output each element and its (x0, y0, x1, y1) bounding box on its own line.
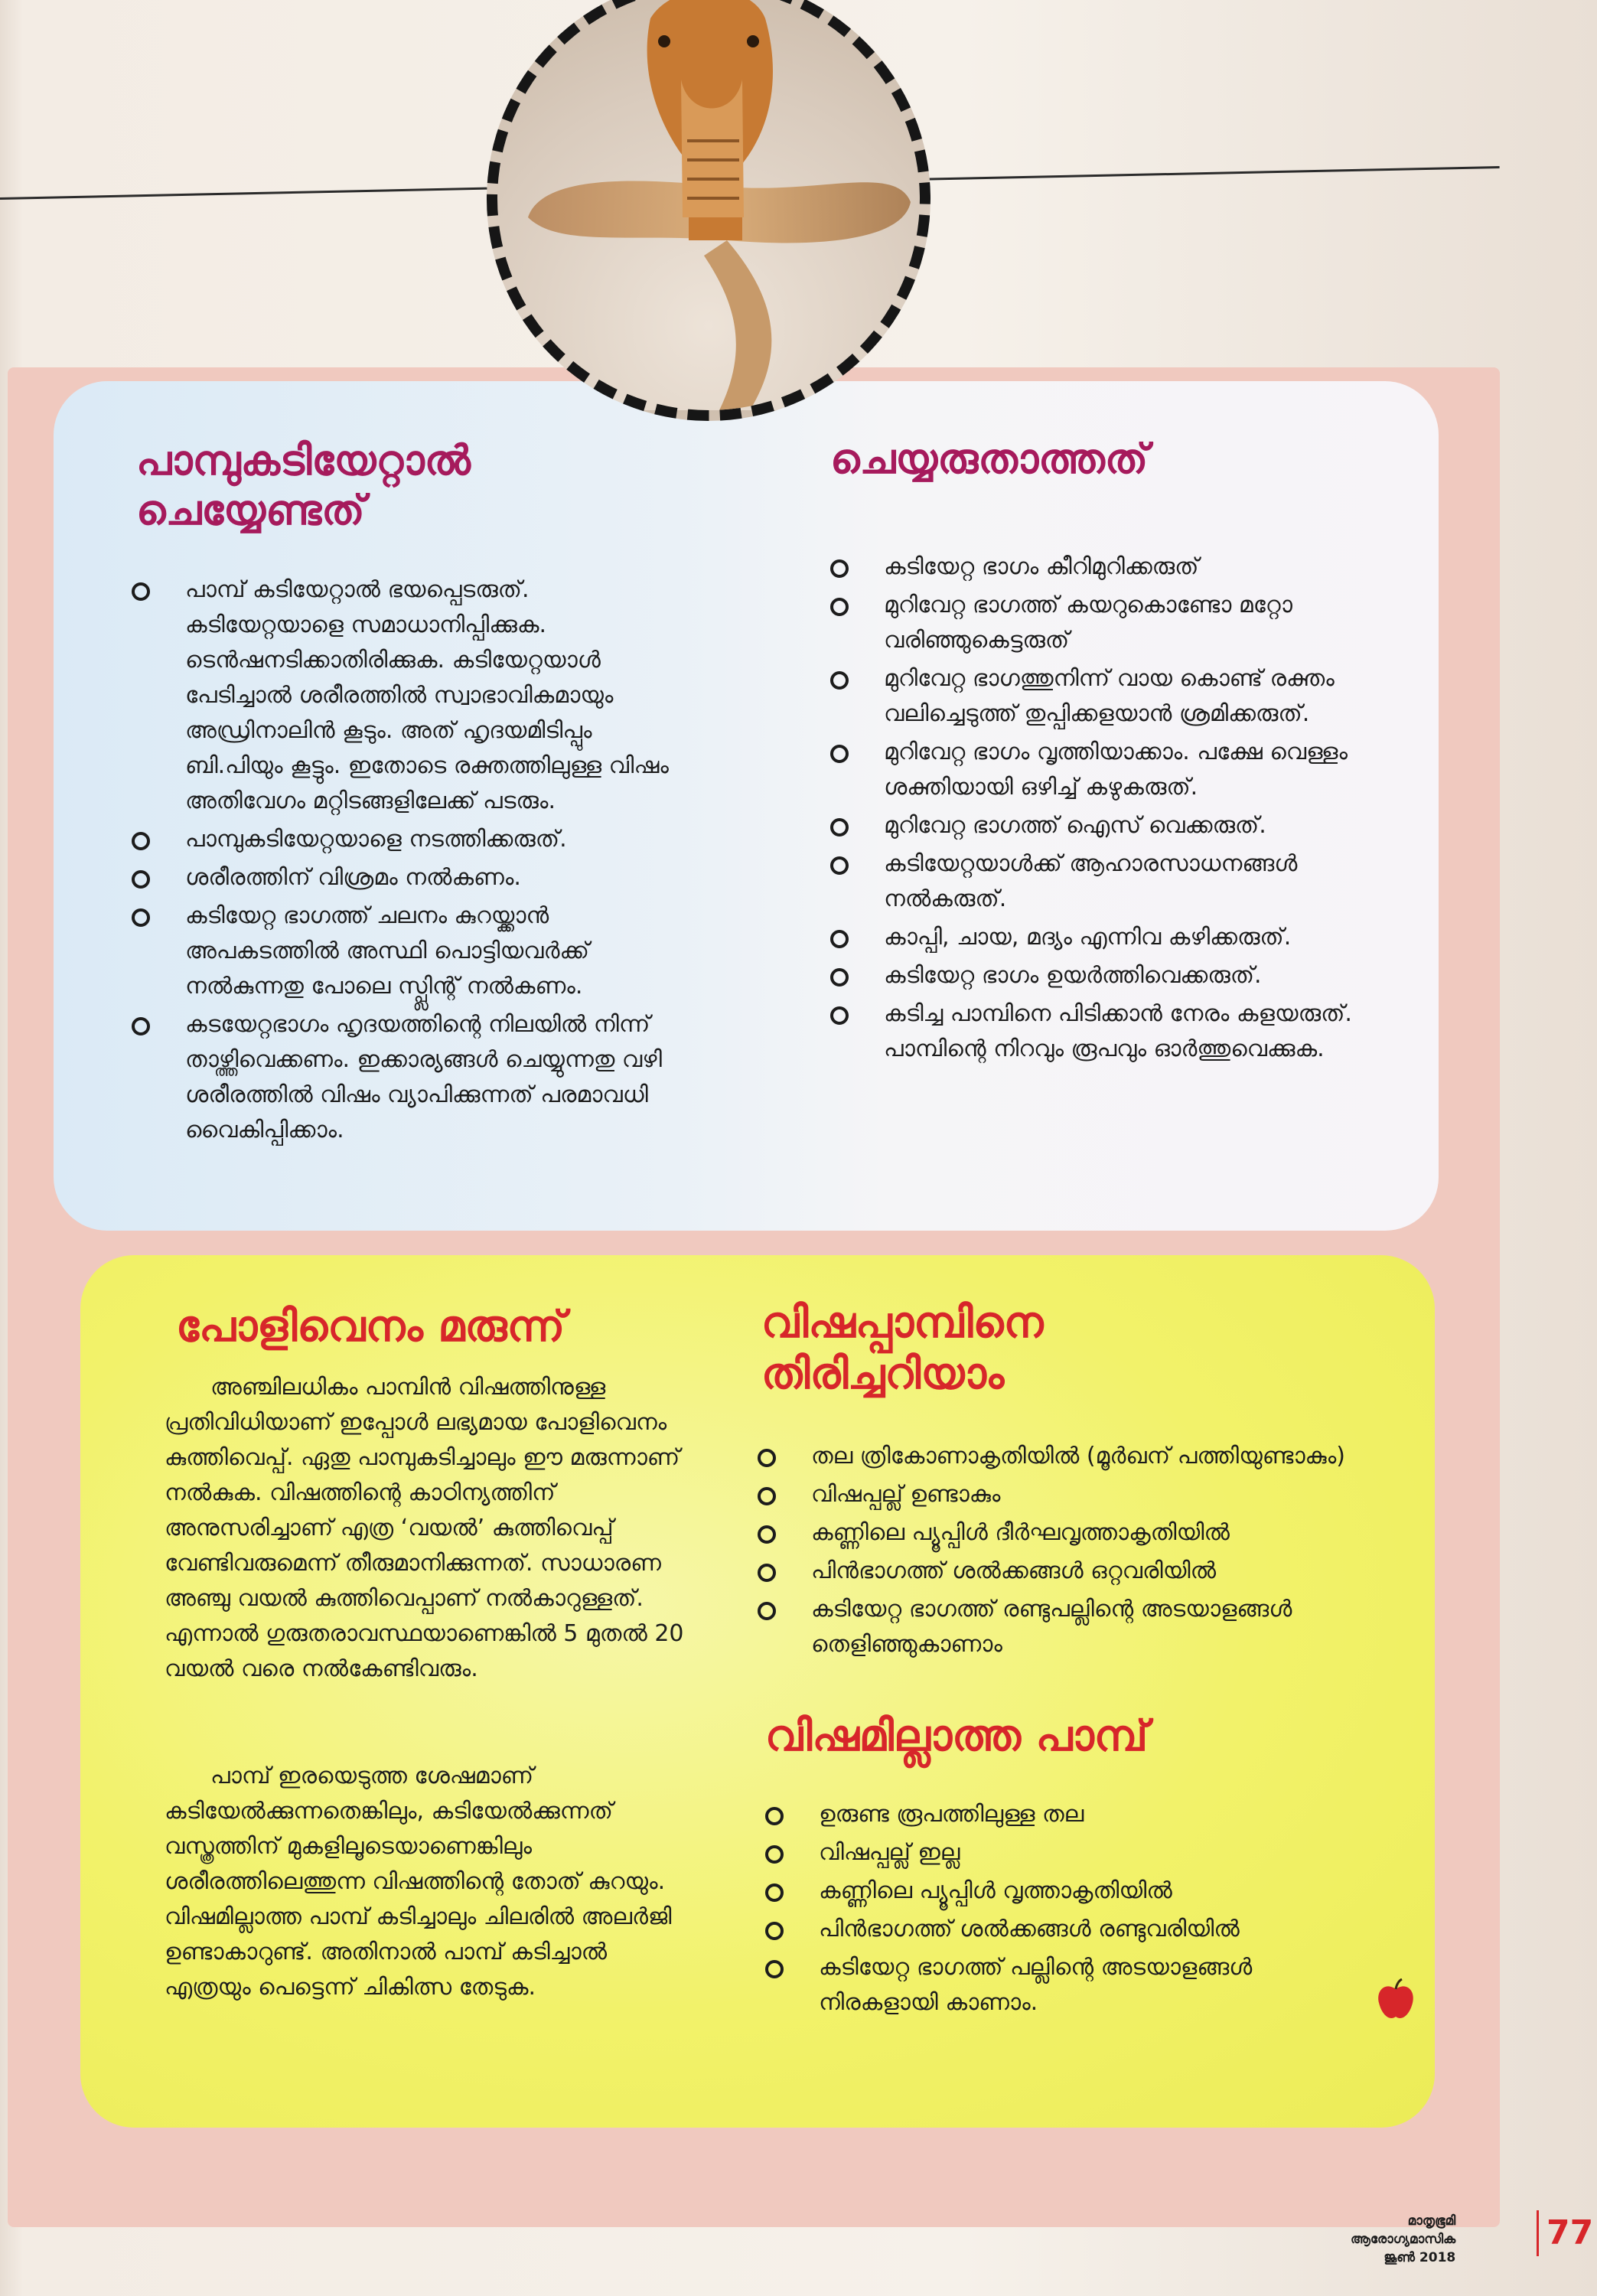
list-item: കാപ്പി, ചായ, മദ്യം എന്നിവ കഴിക്കരുത്. (830, 920, 1358, 955)
bullet-circle-icon (830, 745, 849, 763)
bullet-circle-icon (132, 1017, 150, 1035)
dos-list (132, 572, 683, 1151)
list-item: പിൻഭാഗത്ത് ശൽക്കങ്ങൾ രണ്ടുവരിയിൽ (765, 1912, 1377, 1947)
bullet-circle-icon (830, 559, 849, 578)
dos-heading-line2: ചെയ്യേണ്ടത് (136, 485, 365, 534)
cobra-photo (487, 0, 930, 421)
polyvenom-paragraph-2: പാമ്പ് ഇരയെടുത്ത ശേഷമാണ് കടിയേൽക്കുന്നതെങ്കിലും, കടിയേൽക്കുന്നത് വസ്ത്രത്തിന് മുകളിലൂടെയാണെങ്കിലും ശരീരത്തിലെത്തുന്ന വിഷത്തിന്റെ തോത് കുറയും. വിഷമില്ലാത്ത പാമ്പ് കടിച്ചാലും ചിലരിൽ അലർജി ഉണ്ടാകാറുണ്ട്. അതിനാൽ പാമ്പ് കടിച്ചാൽ എത്രയും പെട്ടെന്ന് ചികിത്സ തേടുക. (165, 1763, 672, 2001)
bullet-circle-icon (765, 1807, 784, 1825)
bullet-circle-icon (830, 968, 849, 987)
list-item: മുറിവേറ്റ ഭാഗത്ത് കയറുകൊണ്ടോ മറ്റോ വരിഞ്ഞുകെട്ടരുത് (830, 588, 1358, 658)
list-item: കടയേറ്റഭാഗം ഹൃദയത്തിന്റെ നിലയിൽ നിന്ന് താഴ്ത്തിവെക്കണം. ഇക്കാര്യങ്ങൾ ചെയ്യുന്നതു വഴി ശരീരത്തിൽ വിഷം വ്യാപിക്കുന്നത് പരമാവധി വൈകിപ്പിക്കാം. (132, 1007, 683, 1148)
list-item: തല ത്രികോണാകൃതിയിൽ (മൂർഖന് പത്തിയുണ്ടാകും) (758, 1439, 1385, 1474)
bullet-circle-icon (132, 582, 150, 601)
venomous-snake-heading (761, 1297, 1043, 1400)
page-number: 77 (1537, 2210, 1593, 2256)
bullet-circle-icon (830, 1006, 849, 1025)
list-item: കണ്ണിലെ പ്യൂപ്പിൾ ദീർഘവൃത്താകൃതിയിൽ (758, 1515, 1385, 1551)
list-item: മുറിവേറ്റ ഭാഗത്ത് ഐസ് വെക്കരുത്. (830, 808, 1358, 843)
bullet-circle-icon (758, 1564, 776, 1582)
nonvenomous-traits-list (765, 1797, 1377, 2024)
list-item: കടിയേറ്റ ഭാഗം കീറിമുറിക്കരുത് (830, 550, 1358, 585)
bullet-circle-icon (830, 930, 849, 948)
nonvenomous-snake-heading: വിഷമില്ലാത്ത പാമ്പ് (765, 1711, 1149, 1761)
bullet-circle-icon (830, 818, 849, 837)
venomous-traits-list (758, 1439, 1385, 1665)
list-item: കടിയേറ്റ ഭാഗത്ത് ചലനം കുറയ്ക്കാൻ അപകടത്തിൽ അസ്ഥി പൊട്ടിയവർക്ക് നൽകുന്നതു പോലെ സ്പ്ലിന്റ് നൽകണം. (132, 899, 683, 1004)
list-item: ശരീരത്തിന് വിശ്രമം നൽകണം. (132, 860, 683, 895)
bullet-circle-icon (132, 832, 150, 850)
magazine-subtitle: ആരോഗ്യമാസിക (1351, 2232, 1456, 2247)
list-item: മുറിവേറ്റ ഭാഗത്തുനിന്ന് വായ കൊണ്ട് രക്തം വലിച്ചെടുത്ത് തുപ്പിക്കളയാൻ ശ്രമിക്കരുത്. (830, 661, 1358, 732)
list-item: മുറിവേറ്റ ഭാഗം വൃത്തിയാക്കാം. പക്ഷേ വെള്ളം ശക്തിയായി ഒഴിച്ച് കഴുകരുത്. (830, 735, 1358, 805)
list-item: വിഷപ്പല്ല് ഉണ്ടാകും (758, 1477, 1385, 1512)
cobra-illustration (497, 0, 920, 410)
list-item: കടിയേറ്റ ഭാഗം ഉയർത്തിവെക്കരുത്. (830, 958, 1358, 993)
dos-heading (136, 436, 471, 536)
bullet-circle-icon (765, 1922, 784, 1940)
donts-heading: ചെയ്യരുതാത്തത് (830, 435, 1149, 483)
list-item: കടിയേറ്റയാൾക്ക് ആഹാരസാധനങ്ങൾ നൽകരുത്. (830, 846, 1358, 917)
list-item: കടിച്ച പാമ്പിനെ പിടിക്കാൻ നേരം കളയരുത്. പാമ്പിന്റെ നിറവും രൂപവും ഓർത്തുവെക്കുക. (830, 996, 1358, 1067)
issue-date: ജൂൺ 2018 (1384, 2250, 1456, 2265)
bullet-circle-icon (758, 1602, 776, 1620)
apple-end-mark-icon (1376, 1978, 1416, 2021)
bullet-circle-icon (765, 1960, 784, 1978)
list-item: കടിയേറ്റ ഭാഗത്ത് രണ്ടുപല്ലിന്റെ അടയാളങ്ങൾ തെളിഞ്ഞുകാണാം (758, 1592, 1385, 1662)
list-item: കടിയേറ്റ ഭാഗത്ത് പല്ലിന്റെ അടയാളങ്ങൾ നിരകളായി കാണാം. (765, 1950, 1377, 2020)
bullet-circle-icon (830, 598, 849, 616)
bullet-circle-icon (830, 856, 849, 875)
list-item: കണ്ണിലെ പ്യൂപ്പിൾ വൃത്താകൃതിയിൽ (765, 1874, 1377, 1909)
magazine-name: മാതൃഭൂമി (1407, 2213, 1456, 2229)
dos-heading-line1: പാമ്പുകടിയേറ്റാൽ (136, 436, 471, 484)
list-item: പിൻഭാഗത്ത് ശൽക്കങ്ങൾ ഒറ്റവരിയിൽ (758, 1554, 1385, 1589)
bullet-circle-icon (830, 671, 849, 690)
bullet-circle-icon (132, 908, 150, 927)
venomous-heading-line1: വിഷപ്പാമ്പിനെ (761, 1298, 1044, 1348)
bullet-circle-icon (132, 870, 150, 889)
list-item: പാമ്പ് കടിയേറ്റാൽ ഭയപ്പെടരുത്. കടിയേറ്റയാളെ സമാധാനിപ്പിക്കുക. ടെൻഷനടിക്കാതിരിക്കുക. കടിയേറ്റയാൾ പേടിച്ചാൽ ശരീരത്തിൽ സ്വാഭാവികമായും അഡ്രിനാലിൻ കൂടും. അത് ഹൃദയമിടിപ്പും ബി.പിയും കൂട്ടും. ഇതോടെ രക്തത്തിലുള്ള വിഷം അതിവേഗം മറ്റിടങ്ങളിലേക്ക് പടരും. (132, 572, 683, 819)
bullet-circle-icon (765, 1883, 784, 1902)
donts-list (830, 550, 1358, 1070)
bullet-circle-icon (758, 1525, 776, 1544)
polyvenom-paragraph-1: അഞ്ചിലധികം പാമ്പിൻ വിഷത്തിനുള്ള പ്രതിവിധിയാണ് ഇപ്പോൾ ലഭ്യമായ പോളിവെനം കുത്തിവെപ്പ്. ഏതു പാമ്പുകടിച്ചാലും ഈ മരുന്നാണ് നൽകുക. വിഷത്തിന്റെ കാഠിന്യത്തിന് അനുസരിച്ചാണ് എത്ര ‘വയൽ’ കുത്തിവെപ്പ് വേണ്ടിവരുമെന്ന് തീരുമാനിക്കുന്നത്. സാധാരണ അഞ്ചു വയൽ കുത്തിവെപ്പാണ് നൽകാറുള്ളത്. എന്നാൽ ഗുരുതരാവസ്ഥയാണെങ്കിൽ 5 മുതൽ 20 വയൽ വരെ നൽകേണ്ടിവരും. (165, 1374, 684, 1682)
magazine-footer (1351, 2212, 1455, 2267)
polyvenom-heading: പോളിവെനം മരുന്ന് (176, 1302, 565, 1352)
bullet-circle-icon (765, 1845, 784, 1864)
list-item: പാമ്പുകടിയേറ്റയാളെ നടത്തിക്കരുത്. (132, 822, 683, 857)
bullet-circle-icon (758, 1487, 776, 1505)
list-item: വിഷപ്പല്ല് ഇല്ല (765, 1835, 1377, 1870)
bullet-circle-icon (758, 1449, 776, 1467)
venomous-heading-line2: തിരിച്ചറിയാം (761, 1349, 1005, 1400)
list-item: ഉരുണ്ട രൂപത്തിലുള്ള തല (765, 1797, 1377, 1832)
